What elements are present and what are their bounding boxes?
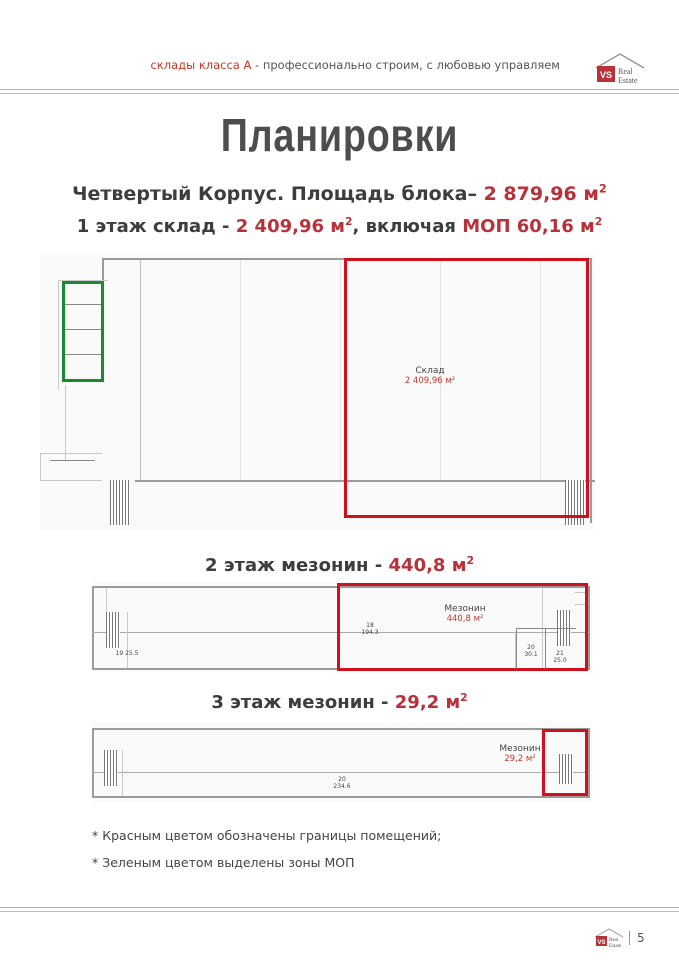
floor1-area (236, 216, 353, 237)
room20-label (516, 644, 546, 658)
tagline-accent: склады класса А (150, 58, 252, 72)
floor1-mid: , включая (352, 216, 463, 237)
room20-f3-label (322, 776, 362, 790)
header-divider (0, 89, 679, 90)
header-tagline (0, 58, 560, 72)
footer-divider-secondary (0, 911, 679, 912)
logo-estate-text: Estate (618, 76, 638, 85)
page-number-separator (629, 931, 630, 945)
room19-area: 25.5 (125, 650, 139, 657)
room21-number: 21 (556, 650, 564, 657)
block-area-value (484, 183, 607, 205)
house-logo-icon (594, 52, 646, 90)
footer-logo-estate: Estate (609, 944, 622, 949)
note-green-mop: * Зеленым цветом выделены зоны МОП (92, 855, 355, 870)
floor2-area-number: 440,8 м (388, 555, 467, 576)
footer-divider (0, 907, 679, 908)
floor1-mop-number: МОП 60,16 м (462, 216, 595, 237)
floor1-mop (462, 216, 602, 237)
floor2-area (389, 555, 474, 576)
floor3-area (395, 692, 468, 713)
note-red-boundaries: * Красным цветом обозначены границы помещений; (92, 828, 442, 843)
room21-label (545, 650, 575, 664)
room19-number: 19 (115, 650, 124, 657)
logo-real-text: Real (618, 67, 633, 76)
floor1-area-sup: 2 (344, 215, 353, 228)
mezzanine3-area: 29,2 м² (504, 754, 536, 764)
floor1-prefix: 1 этаж склад - (76, 216, 236, 237)
tagline-rest: - профессионально строим, с любовью управляем (251, 58, 560, 72)
page-number: 5 (637, 931, 645, 945)
warehouse-name: Склад (415, 366, 445, 376)
page-title: Планировки (220, 109, 459, 161)
block-area-number: 2 879,96 м (483, 183, 599, 205)
warehouse-boundary (344, 258, 589, 518)
mezzanine3-label (490, 744, 550, 764)
room20-f3-area: 234.6 (333, 783, 351, 790)
floor2-area-sup: 2 (466, 554, 474, 567)
floor3-area-number: 29,2 м (394, 692, 461, 713)
header-divider-secondary (0, 93, 679, 94)
floor3-prefix: 3 этаж мезонин - (211, 692, 395, 713)
room20-area: 30.1 (524, 651, 538, 658)
floor2-room19-label (112, 650, 142, 657)
mezzanine2-name: Мезонин (444, 604, 486, 614)
floor1-area-number: 2 409,96 м (235, 216, 345, 237)
warehouse-label (390, 366, 470, 386)
footer-house-logo-icon (594, 928, 624, 950)
room21-area: 25.0 (553, 657, 567, 664)
mezzanine2-area: 440,8 м² (446, 614, 484, 624)
mop-zone-boundary (62, 281, 104, 382)
warehouse-area: 2 409,96 м² (404, 376, 456, 386)
mezzanine3-name: Мезонин (499, 744, 541, 754)
room18-number: 18 (366, 622, 374, 629)
floor1-mop-sup: 2 (594, 215, 603, 228)
room18-area: 194.3 (361, 629, 379, 636)
block-area-label: Четвертый Корпус. Площадь блока– (72, 183, 484, 205)
room20-number: 20 (527, 644, 535, 651)
block-area-heading (0, 183, 679, 205)
mezzanine2-label (425, 604, 505, 624)
floor2-heading (0, 555, 679, 576)
room18-label (350, 622, 390, 636)
mezzanine2-boundary (337, 583, 588, 671)
floor3-area-sup: 2 (460, 691, 468, 704)
footer-logo-vs: VS (597, 940, 606, 946)
floor2-prefix: 2 этаж мезонин - (205, 555, 389, 576)
footer-logo-real: Real (609, 938, 619, 943)
floor3-heading (0, 692, 679, 713)
footer-logo (594, 928, 624, 950)
room20-f3-number: 20 (338, 776, 346, 783)
floor1-heading (0, 216, 679, 237)
block-area-sup: 2 (598, 181, 607, 196)
company-logo (594, 52, 646, 90)
logo-vs-text: VS (599, 70, 613, 80)
